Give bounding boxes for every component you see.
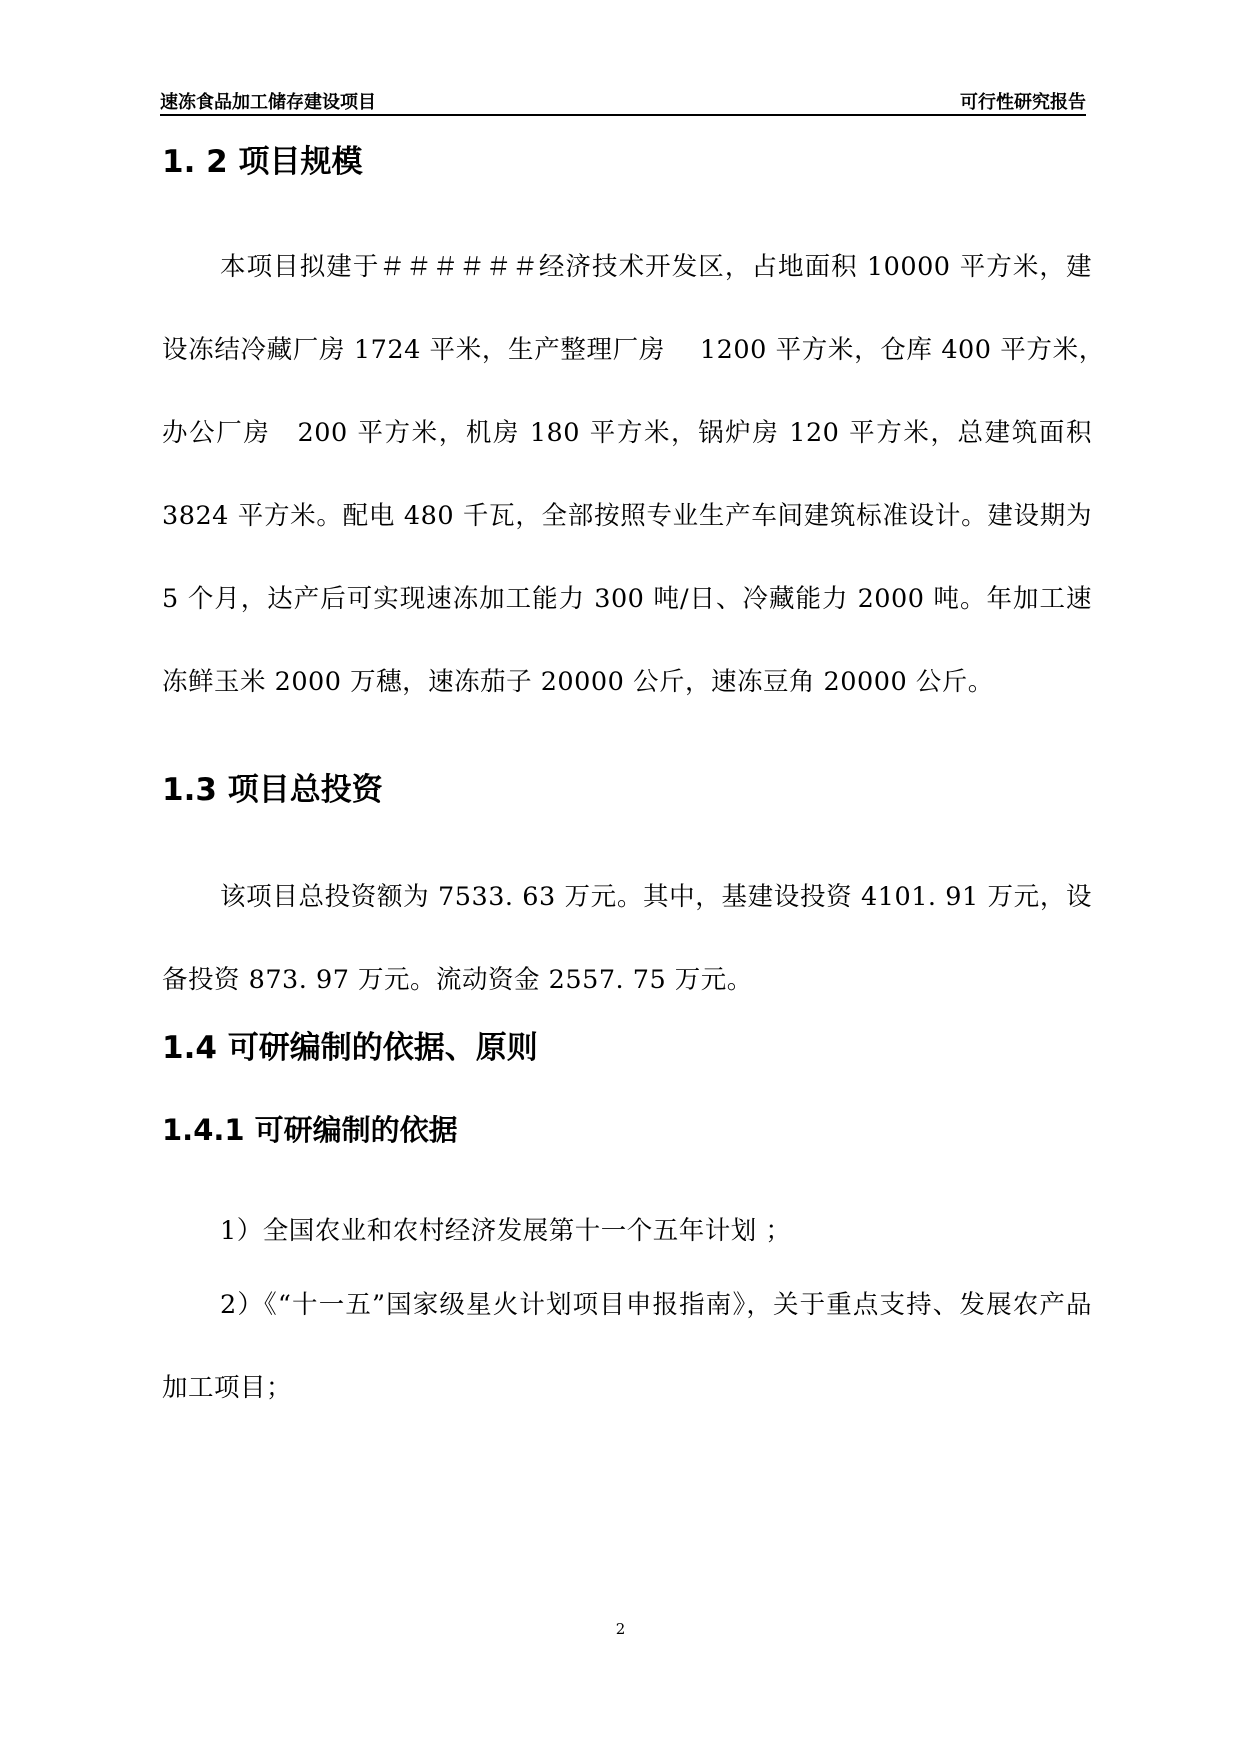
- page-number: 2: [615, 1620, 626, 1638]
- section-1-4-1-heading: 1.4.1 可研编制的依据: [162, 1113, 458, 1147]
- section-1-3-heading: 1.3 项目总投资: [162, 772, 383, 808]
- section-1-3-paragraph: 该项目总投资额为 7533. 63 万元。其中，基建设投资 4101. 91 万元，设备投资 873. 97 万元。流动资金 2557. 75 万元。: [162, 882, 1092, 995]
- header-report-type: 可行性研究报告: [960, 92, 1086, 113]
- section-1-2-heading: 1. 2 项目规模: [162, 144, 363, 180]
- list-item: 2）《“十一五”国家级星火计划项目申报指南》，关于重点支持、发展农产品加工项目；: [162, 1290, 1092, 1403]
- section-1-4-heading: 1.4 可研编制的依据、原则: [162, 1030, 538, 1066]
- list-item: 1）全国农业和农村经济发展第十一个五年计划 ；: [220, 1216, 792, 1246]
- header-project-title: 速冻食品加工储存建设项目: [160, 92, 376, 113]
- page-header: [160, 84, 1086, 116]
- section-1-2-paragraph: 本项目拟建于＃＃＃＃＃＃经济技术开发区，占地面积 10000 平方米，建设冻结冷藏厂房 1724 平米，生产整理厂房 1200 平方米，仓库 400 平方米， 办公厂房 200 平方米，机房 180 平方米，锅炉房 120 平方米，总建筑面积 3824 平方米。配电 480 千瓦，全部按照专业生产车间建筑标准设计。建设期为 5 个月，达产后可实现速冻加工能力 300 吨/日、冷藏能力 2000 吨。年加工速冻鲜玉米 2000 万穗，速冻茄子 20000 公斤，速冻豆角 20000 公斤。: [162, 252, 1119, 697]
